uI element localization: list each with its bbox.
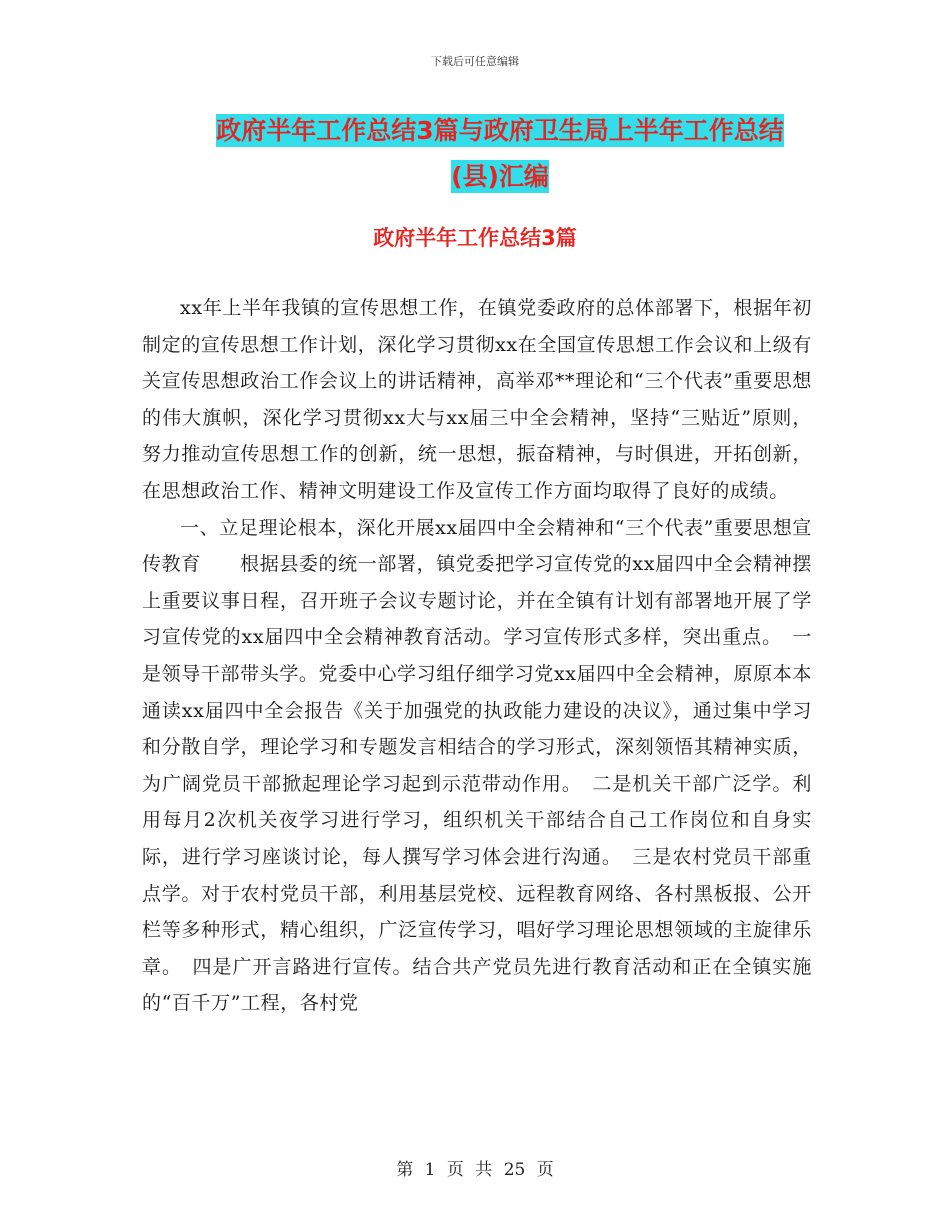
paragraph: 一、立足理论根本，深化开展xx届四中全会精神和“三个代表”重要思想宣传教育 根据县委的统一部署，镇党委把学习宣传党的xx届四中全会精神摆上重要议事日程，召开班子会议专题讨论，并在全镇有计划有部署地开展了学习宣传党的xx届四中全会精神教育活动。学习宣传形式多样，突出重点。 一是领导干部带头学。党委中心学习组仔细学习党xx届四中全会精神，原原本本通读xx届四中全会报告《关于加强党的执政能力建设的决议》，通过集中学习和分散自学，理论学习和专题发言相结合的学习形式，深刻领悟其精神实质，为广阔党员干部掀起理论学习起到示范带动作用。 二是机关干部广泛学。利用每月2次机关夜学习进行学习，组织机关干部结合自己工作岗位和自身实际，进行学习座谈讨论，每人撰写学习体会进行沟通。 三是农村党员干部重点学。对于农村党员干部，利用基层党校、远程教育网络、各村黑板报、公开栏等多种形式，精心组织，广泛宣传学习，唱好学习理论思想领域的主旋律乐章。 四是广开言路进行宣传。结合共产党员先进行教育活动和正在全镇实施的“百千万”工程，各村党 bbox=[142, 516, 812, 1015]
section-title: 政府半年工作总结3篇 bbox=[373, 226, 577, 250]
title-line-1: 政府半年工作总结3篇与政府卫生局上半年工作总结 bbox=[216, 116, 784, 145]
header-note: 下载后可任意编辑 bbox=[431, 55, 519, 68]
document-body bbox=[142, 290, 812, 1022]
page-footer: 第 1 页 共 25 页 bbox=[396, 1160, 554, 1180]
paragraph: xx年上半年我镇的宣传思想工作，在镇党委政府的总体部署下，根据年初制定的宣传思想工作计划，深化学习贯彻xx在全国宣传思想工作会议和上级有关宣传思想政治工作会议上的讲话精神，高举邓**理论和“三个代表”重要思想的伟大旗帜，深化学习贯彻xx大与xx届三中全会精神，坚持“三贴近”原则，努力推动宣传思想工作的创新，统一思想，振奋精神，与时俱进，开拓创新，在思想政治工作、精神文明建设工作及宣传工作方面均取得了良好的成绩。 bbox=[142, 297, 812, 502]
title-line-2: (县)汇编 bbox=[451, 162, 549, 191]
document-title bbox=[140, 108, 860, 200]
